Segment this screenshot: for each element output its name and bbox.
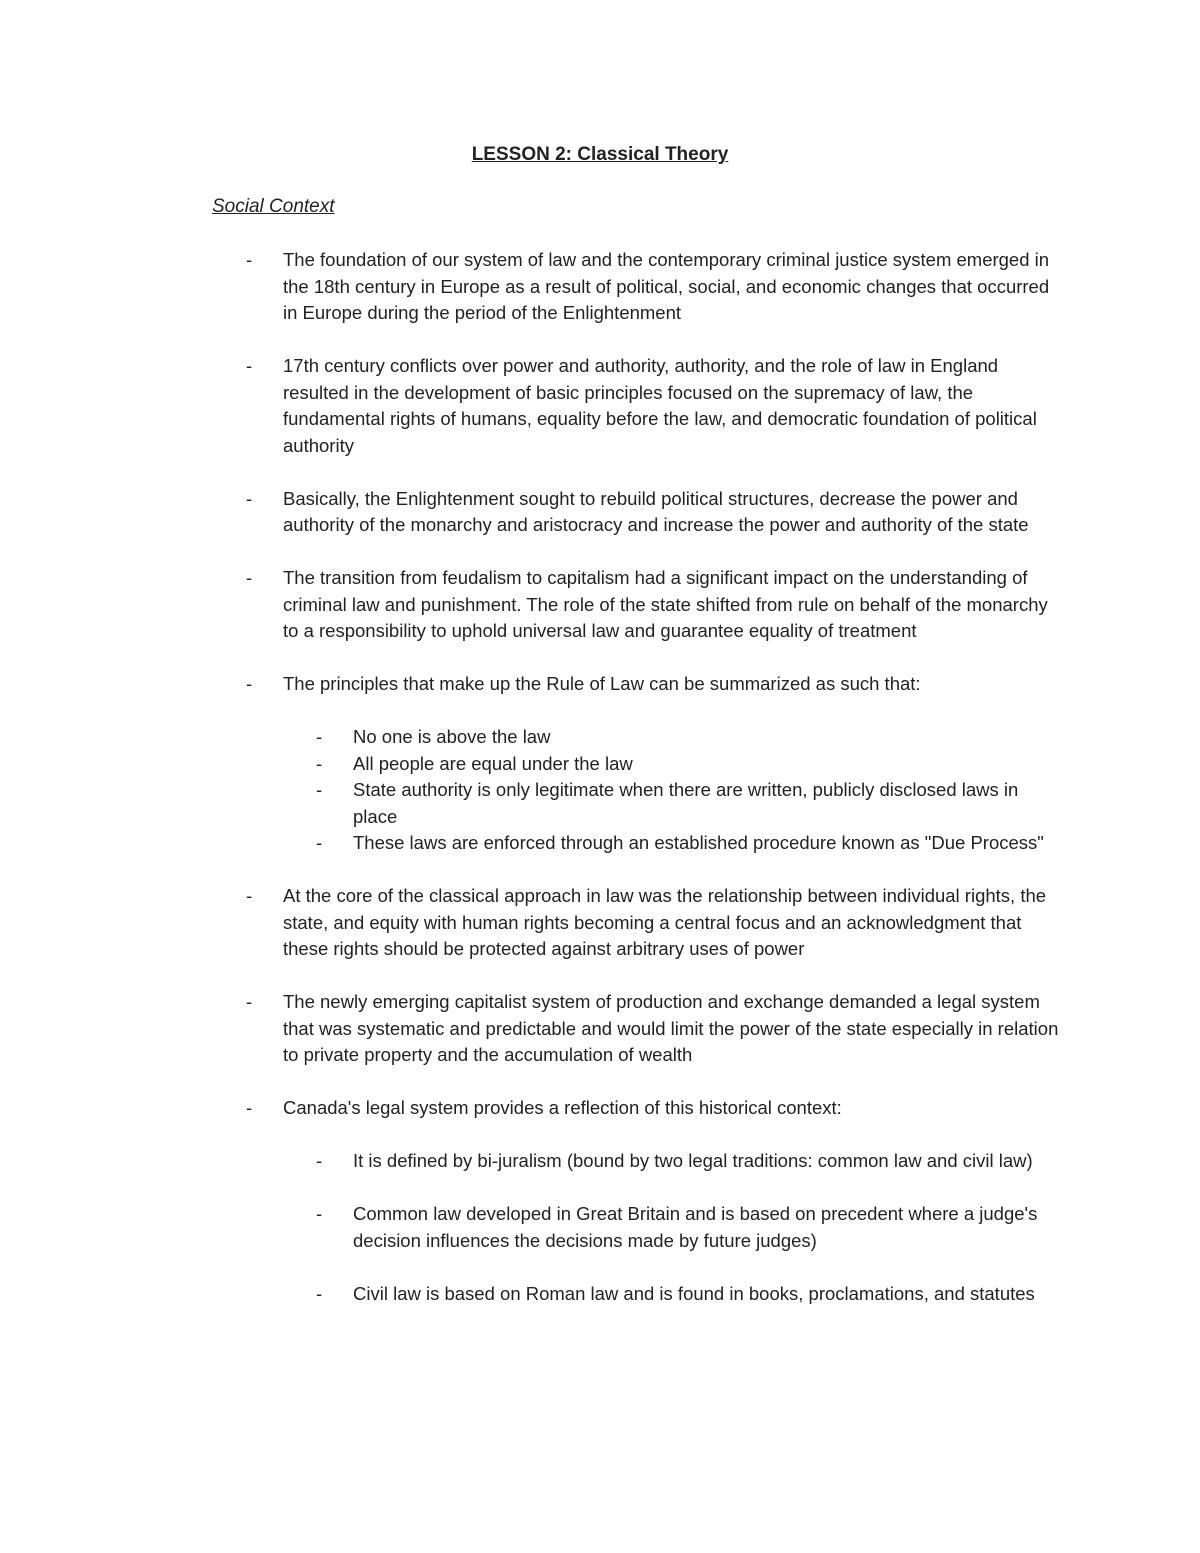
sub-list (283, 1148, 1066, 1307)
sub-list-item (283, 1281, 1066, 1308)
list-item-text: Canada's legal system provides a reflection of this historical context: (283, 1097, 842, 1118)
bullet-dash: - (316, 726, 323, 747)
section-heading: Social Context (212, 196, 335, 217)
list-item-text: The transition from feudalism to capitalism had a significant impact on the understanding of criminal law and punishment. The role of the state shifted from rule on behalf of the monarchy to a responsibility to uphold universal law and guarantee equality of treatment (283, 567, 1048, 641)
bullet-dash: - (316, 1203, 323, 1224)
bullet-dash: - (316, 779, 323, 800)
bullet-dash: - (246, 885, 253, 906)
list-item (246, 989, 1066, 1069)
list-item (246, 486, 1066, 539)
bullet-dash: - (316, 1282, 323, 1304)
bullet-dash: - (246, 991, 253, 1012)
list-item (246, 883, 1066, 963)
sub-list-item (283, 1201, 1066, 1254)
bullet-dash: - (246, 487, 253, 509)
bullet-list (246, 247, 1066, 1334)
list-item-text: The foundation of our system of law and the contemporary criminal justice system emerged in the 18th century in Europe as a result of political, social, and economic changes that occurred in Europe during the period of the Enlightenment (283, 249, 1050, 323)
list-item-text: At the core of the classical approach in law was the relationship between individual rights, the state, and equity with human rights becoming a central focus and an acknowledgment that these rights should be protected against arbitrary uses of power (283, 885, 1047, 959)
sub-list-item-text: No one is above the law (353, 726, 551, 747)
sub-list-item-text: It is defined by bi-juralism (bound by two legal traditions: common law and civil law) (353, 1150, 1033, 1171)
list-item-text: The newly emerging capitalist system of production and exchange demanded a legal system that was systematic and predictable and would limit the power of the state especially in relation to private property and the accumulation of wealth (283, 991, 1059, 1065)
sub-list-item-text: These laws are enforced through an established procedure known as "Due Process" (353, 832, 1044, 853)
sub-list-item-text: Civil law is based on Roman law and is found in books, proclamations, and statutes (353, 1282, 1035, 1304)
list-item (246, 1095, 1066, 1307)
list-item (246, 565, 1066, 645)
list-item (246, 247, 1066, 327)
bullet-dash: - (246, 1097, 253, 1118)
list-item (246, 353, 1066, 459)
bullet-dash: - (246, 567, 253, 588)
sub-list-item-text: State authority is only legitimate when there are written, publicly disclosed laws in place (353, 779, 1019, 827)
list-item-text: The principles that make up the Rule of Law can be summarized as such that: (283, 673, 921, 694)
bullet-dash: - (316, 752, 323, 774)
sub-list-item (283, 724, 1066, 751)
page-title: LESSON 2: Classical Theory (471, 144, 729, 165)
list-item-text: 17th century conflicts over power and authority, authority, and the role of law in England resulted in the development of basic principles focused on the supremacy of law, the fundamental rights of humans, equality before the law, and democratic foundation of political authority (283, 355, 1037, 456)
list-item-text: Basically, the Enlightenment sought to rebuild political structures, decrease the power and authority of the monarchy and aristocracy and increase the power and authority of the state (283, 487, 1029, 535)
sub-list-item (283, 1148, 1066, 1175)
bullet-dash: - (246, 355, 253, 376)
bullet-dash: - (316, 1150, 323, 1171)
sub-list (283, 724, 1066, 857)
bullet-dash: - (246, 673, 253, 694)
list-item (246, 671, 1066, 857)
bullet-dash: - (316, 832, 323, 853)
sub-list-item-text: Common law developed in Great Britain and is based on precedent where a judge's decision influences the decisions made by future judges) (353, 1203, 1038, 1251)
sub-list-item-text: All people are equal under the law (353, 752, 633, 774)
bullet-dash: - (246, 249, 253, 270)
sub-list-item (283, 751, 1066, 778)
sub-list-item (283, 830, 1066, 857)
sub-list-item (283, 777, 1066, 830)
